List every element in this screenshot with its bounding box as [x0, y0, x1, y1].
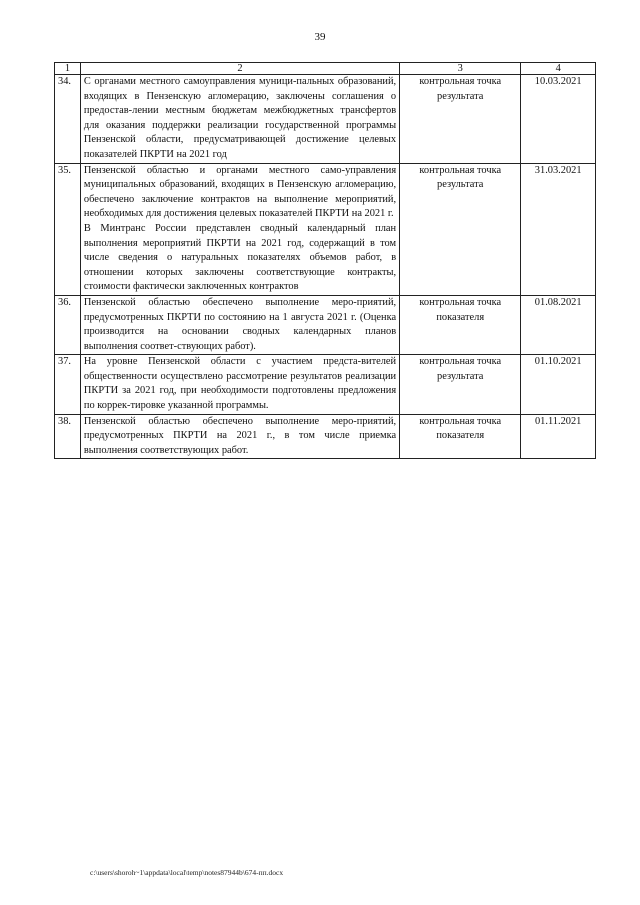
- row-description: [80, 355, 399, 414]
- row-description: [80, 414, 399, 459]
- document-path-footer: c:\users\shoroh~1\appdata\local\temp\notes87944b\674-пп.docx: [90, 868, 284, 877]
- row-number: 34.: [55, 75, 81, 164]
- description-paragraph: В Минтранс России представлен сводный календарный план выполнения мероприятий ПКРТИ на 2021 год, содержащий в том числе сведения о натуральных показателях объемов работ, в отношении которых заключены соответствующие контракты, стоимости фактически заключенных контрактов: [83, 222, 397, 293]
- row-date: 01.11.2021: [521, 414, 596, 459]
- column-header-4: 4: [521, 63, 596, 75]
- table-row: [55, 163, 596, 295]
- row-type: контрольная точка показателя: [400, 414, 521, 459]
- row-date: 01.08.2021: [521, 295, 596, 354]
- description-paragraph: Пензенской областью обеспечено выполнение меро-приятий, предусмотренных ПКРТИ на 2021 г., в том числе приемка выполнения соответствующих работ.: [83, 415, 397, 456]
- row-number: 35.: [55, 163, 81, 295]
- description-paragraph: С органами местного самоуправления муници-пальных образований, входящих в Пензенскую агломерацию, заключены соглашения о предостав-лении местным бюджетам межбюджетных трансфертов для оказания поддержки реализации государственной программы Пензенской области, предусматривающей достижение целевых показателей ПКРТИ на 2021 год: [83, 76, 397, 160]
- row-number: 36.: [55, 295, 81, 354]
- table-header-row: [55, 63, 596, 75]
- row-description: [80, 75, 399, 164]
- table-row: [55, 414, 596, 459]
- row-date: 31.03.2021: [521, 163, 596, 295]
- description-paragraph: Пензенской областью обеспечено выполнение меро-приятий, предусмотренных ПКРТИ по состоянию на 1 августа 2021 г. (Оценка производится на основании сводных календарных планов выполнения соответ-ствующих работ).: [83, 296, 397, 352]
- table-row: [55, 295, 596, 354]
- table-row: [55, 75, 596, 164]
- row-type: контрольная точка результата: [400, 75, 521, 164]
- description-paragraph: Пензенской областью и органами местного само-управления муниципальных образований, входящих в Пензенскую агломерацию, обеспечено заключение контрактов на выполнение мероприятий, необходимых для достижения целевых показателей ПКРТИ на 2021 г.: [83, 164, 397, 220]
- table-row: [55, 355, 596, 414]
- row-number: 38.: [55, 414, 81, 459]
- row-date: 01.10.2021: [521, 355, 596, 414]
- schedule-table: [54, 62, 596, 459]
- column-header-1: 1: [55, 63, 81, 75]
- page-number: 39: [314, 31, 326, 43]
- row-description: [80, 295, 399, 354]
- description-paragraph: На уровне Пензенской области с участием предста-вителей общественности осуществлено рассмотрение результатов реализации ПКРТИ за 2021 год, при необходимости подготовлены предложения по коррек-тировке указанной программы.: [83, 356, 397, 412]
- row-date: 10.03.2021: [521, 75, 596, 164]
- row-number: 37.: [55, 355, 81, 414]
- row-type: контрольная точка результата: [400, 163, 521, 295]
- column-header-2: 2: [80, 63, 399, 75]
- row-type: контрольная точка показателя: [400, 295, 521, 354]
- row-type: контрольная точка результата: [400, 355, 521, 414]
- row-description: [80, 163, 399, 295]
- column-header-3: 3: [400, 63, 521, 75]
